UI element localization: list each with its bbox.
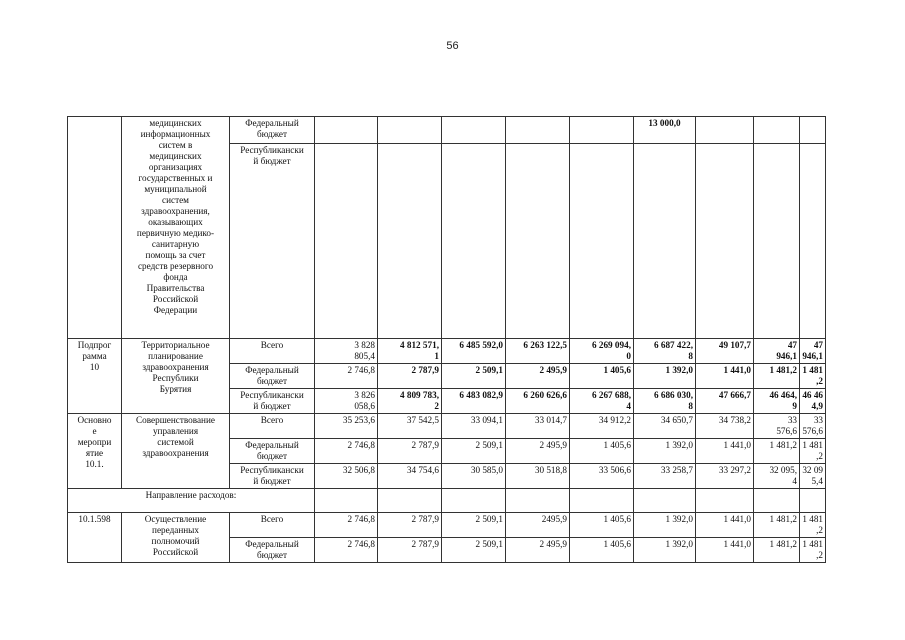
table-row (68, 489, 826, 513)
source-cell: Федеральный бюджет (230, 364, 315, 389)
value-cell: 33 506,6 (570, 464, 634, 489)
value-cell: 32 09 5,4 (800, 464, 826, 489)
value-cell: 46 464, 9 (754, 389, 800, 414)
source-cell: Республикански й бюджет (230, 389, 315, 414)
source-cell: Республикански й бюджет (230, 464, 315, 489)
value-cell: 1 441,0 (696, 364, 754, 389)
value-cell: 34 738,2 (696, 414, 754, 439)
direction-label: Направление расходов: (68, 489, 315, 513)
value-cell: 1 441,0 (696, 538, 754, 563)
value-cell: 1 392,0 (634, 439, 696, 464)
value-cell: 2 746,8 (315, 439, 378, 464)
value-cell: 1 481 ,2 (800, 364, 826, 389)
value-cell: 33 576,6 (754, 414, 800, 439)
value-cell: 6 485 592,0 (442, 339, 506, 364)
value-cell: 13 000,0 (634, 117, 696, 144)
value-cell: 6 263 122,5 (506, 339, 570, 364)
value-cell: 2495,9 (506, 513, 570, 538)
value-cell: 1 481,2 (754, 538, 800, 563)
value-cell: 1 405,6 (570, 439, 634, 464)
value-cell: 47 666,7 (696, 389, 754, 414)
value-cell: 34 912,2 (570, 414, 634, 439)
table-row (68, 414, 826, 439)
value-cell: 33 297,2 (696, 464, 754, 489)
value-cell: 46 46 4,9 (800, 389, 826, 414)
value-cell: 1 441,0 (696, 439, 754, 464)
value-cell: 4 809 783, 2 (378, 389, 442, 414)
value-cell: 47 946,1 (800, 339, 826, 364)
value-cell: 34 754,6 (378, 464, 442, 489)
value-cell: 2 495,9 (506, 364, 570, 389)
value-cell: 32 095, 4 (754, 464, 800, 489)
name-cell: Осуществление переданных полномочий Российской (122, 513, 230, 563)
value-cell: 3 826 058,6 (315, 389, 378, 414)
value-cell: 49 107,7 (696, 339, 754, 364)
code-cell: Подпрог рамма 10 (68, 339, 122, 414)
program-name-cell: медицинских информационных систем в медицинских организациях государственных и муниципальной систем здравоохранения, оказывающих первичную медико- санитарную помощь за счет средств резервного фонда Правительства Российской Федерации (122, 117, 230, 339)
value-cell: 32 506,8 (315, 464, 378, 489)
value-cell: 1 392,0 (634, 364, 696, 389)
value-cell: 1 405,6 (570, 513, 634, 538)
value-cell: 2 787,9 (378, 364, 442, 389)
value-cell: 1 481 ,2 (800, 513, 826, 538)
value-cell: 2 495,9 (506, 538, 570, 563)
value-cell: 1 441,0 (696, 513, 754, 538)
value-cell: 6 686 030, 8 (634, 389, 696, 414)
value-cell: 1 392,0 (634, 513, 696, 538)
value-cell: 6 269 094, 0 (570, 339, 634, 364)
value-cell: 2 509,1 (442, 513, 506, 538)
value-cell: 6 687 422, 8 (634, 339, 696, 364)
value-cell: 3 828 805,4 (315, 339, 378, 364)
code-cell: Основно е меропри ятие 10.1. (68, 414, 122, 489)
value-cell: 2 509,1 (442, 538, 506, 563)
source-cell: Федеральный бюджет (230, 117, 315, 144)
source-cell: Федеральный бюджет (230, 538, 315, 563)
value-cell: 34 650,7 (634, 414, 696, 439)
budget-table (67, 116, 826, 563)
value-cell: 1 405,6 (570, 364, 634, 389)
value-cell: 2 495,9 (506, 439, 570, 464)
value-cell: 1 481,2 (754, 439, 800, 464)
value-cell: 37 542,5 (378, 414, 442, 439)
value-cell: 30 585,0 (442, 464, 506, 489)
value-cell: 33 014,7 (506, 414, 570, 439)
page-number: 56 (446, 40, 459, 52)
value-cell: 1 481,2 (754, 364, 800, 389)
source-cell: Всего (230, 513, 315, 538)
name-cell: Совершенствование управления системой здравоохранения (122, 414, 230, 489)
value-cell: 2 509,1 (442, 439, 506, 464)
source-cell: Всего (230, 339, 315, 364)
value-cell: 6 260 626,6 (506, 389, 570, 414)
source-cell: Республикански й бюджет (230, 144, 315, 339)
value-cell: 2 746,8 (315, 364, 378, 389)
value-cell: 33 258,7 (634, 464, 696, 489)
value-cell: 2 787,9 (378, 538, 442, 563)
value-cell: 4 812 571, 1 (378, 339, 442, 364)
code-cell (68, 117, 122, 339)
value-cell: 1 481 ,2 (800, 538, 826, 563)
source-cell: Федеральный бюджет (230, 439, 315, 464)
value-cell: 2 787,9 (378, 439, 442, 464)
value-cell: 2 746,8 (315, 513, 378, 538)
value-cell: 33 576,6 (800, 414, 826, 439)
table-row (68, 117, 826, 144)
value-cell: 6 267 688, 4 (570, 389, 634, 414)
value-cell: 35 253,6 (315, 414, 378, 439)
value-cell: 1 481,2 (754, 513, 800, 538)
table-row (68, 513, 826, 538)
table-row (68, 339, 826, 364)
value-cell: 33 094,1 (442, 414, 506, 439)
code-cell: 10.1.598 (68, 513, 122, 563)
name-cell: Территориальное планирование здравоохранения Республики Бурятия (122, 339, 230, 414)
value-cell: 2 787,9 (378, 513, 442, 538)
source-cell: Всего (230, 414, 315, 439)
value-cell: 6 483 082,9 (442, 389, 506, 414)
value-cell: 47 946,1 (754, 339, 800, 364)
value-cell: 1 392,0 (634, 538, 696, 563)
value-cell: 30 518,8 (506, 464, 570, 489)
value-cell: 1 481 ,2 (800, 439, 826, 464)
value-cell: 1 405,6 (570, 538, 634, 563)
value-cell: 2 509,1 (442, 364, 506, 389)
value-cell: 2 746,8 (315, 538, 378, 563)
